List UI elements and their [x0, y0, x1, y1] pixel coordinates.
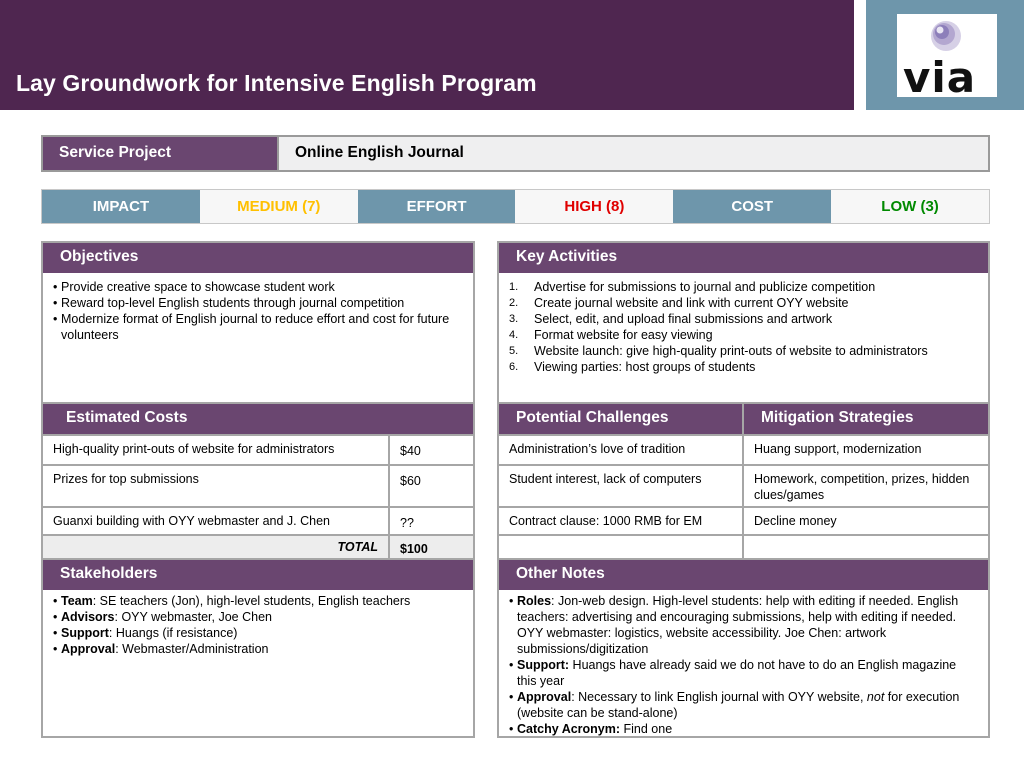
note-item: • Support: Huangs have already said we do not have to do an English magazine this year: [509, 657, 974, 689]
note-item: • Approval: Necessary to link English journal with OYY website, not for execution (website can be stand-alone): [509, 689, 974, 721]
service-project-value: Online English Journal: [295, 144, 464, 161]
note-item: • Catchy Acronym: Find one: [509, 721, 974, 737]
challenges-panel: [497, 402, 990, 560]
effort-value: HIGH (8): [515, 190, 673, 223]
via-logo: [897, 14, 997, 97]
cost-label: COST: [673, 190, 831, 223]
stakeholders-panel: [41, 558, 475, 738]
key-activities-panel: [497, 241, 990, 404]
key-activities-title: Key Activities: [499, 243, 988, 273]
stakeholder-item: • Approval: Webmaster/Administration: [53, 641, 463, 657]
svg-text:via: via: [903, 53, 977, 97]
note-item: • Roles: Jon-web design. High-level students: help with editing if needed. English teachers: advertising and encouraging submissions, help with editing if needed. OYY webmaster: logistics, website accessibility. Joe Chen: artwork submissions/digitization: [509, 593, 974, 657]
objective-item: • Provide creative space to showcase student work: [53, 279, 463, 295]
cost-row: Prizes for top submissions $60: [43, 464, 473, 506]
activity-item: 6. Viewing parties: host groups of students: [509, 360, 756, 374]
activity-item: 1. Advertise for submissions to journal and publicize competition: [509, 280, 876, 294]
effort-label: EFFORT: [358, 190, 516, 223]
challenges-header: [499, 404, 988, 434]
ratings-bar: [41, 189, 990, 224]
estimated-costs-panel: [41, 402, 475, 560]
total-label: TOTAL: [43, 536, 390, 558]
cost-value: LOW (3): [831, 190, 989, 223]
activity-item: 4. Format website for easy viewing: [509, 328, 713, 342]
cost-row: Guanxi building with OYY webmaster and J. Chen ??: [43, 506, 473, 534]
challenge-row: Student interest, lack of computers Homework, competition, prizes, hidden clues/games: [499, 464, 988, 506]
other-notes-panel: [497, 558, 990, 738]
service-project-bar: [41, 135, 990, 172]
challenges-title: Potential Challenges: [499, 404, 744, 434]
total-value: $100: [400, 542, 428, 556]
stakeholder-item: • Team: SE teachers (Jon), high-level students, English teachers: [53, 593, 463, 609]
stakeholder-item: • Support: Huangs (if resistance): [53, 625, 463, 641]
estimated-costs-title: Estimated Costs: [43, 404, 473, 434]
header-banner: [0, 0, 854, 110]
other-notes-title: Other Notes: [499, 560, 988, 590]
mitigation-title: Mitigation Strategies: [761, 409, 914, 426]
stakeholder-item: • Advisors: OYY webmaster, Joe Chen: [53, 609, 463, 625]
challenge-row: Administration’s love of tradition Huang support, modernization: [499, 434, 988, 464]
impact-label: IMPACT: [42, 190, 200, 223]
objectives-panel: [41, 241, 475, 404]
challenge-row: Contract clause: 1000 RMB for EM Decline money: [499, 506, 988, 534]
service-project-label: Service Project: [43, 137, 279, 170]
challenge-row-empty: [499, 534, 988, 558]
impact-value: MEDIUM (7): [200, 190, 358, 223]
objectives-title: Objectives: [43, 243, 473, 273]
stakeholders-title: Stakeholders: [43, 560, 473, 590]
cost-total-row: [43, 534, 473, 558]
page-title: Lay Groundwork for Intensive English Program: [16, 70, 537, 96]
activity-item: 2. Create journal website and link with current OYY website: [509, 296, 849, 310]
activity-item: 3. Select, edit, and upload final submissions and artwork: [509, 312, 833, 326]
cost-row: High-quality print-outs of website for administrators $40: [43, 434, 473, 464]
objective-item: • Reward top-level English students through journal competition: [53, 295, 463, 311]
activity-item: 5. Website launch: give high-quality print-outs of website to administrators: [509, 344, 928, 358]
objective-item: • Modernize format of English journal to reduce effort and cost for future volunteers: [53, 311, 463, 343]
